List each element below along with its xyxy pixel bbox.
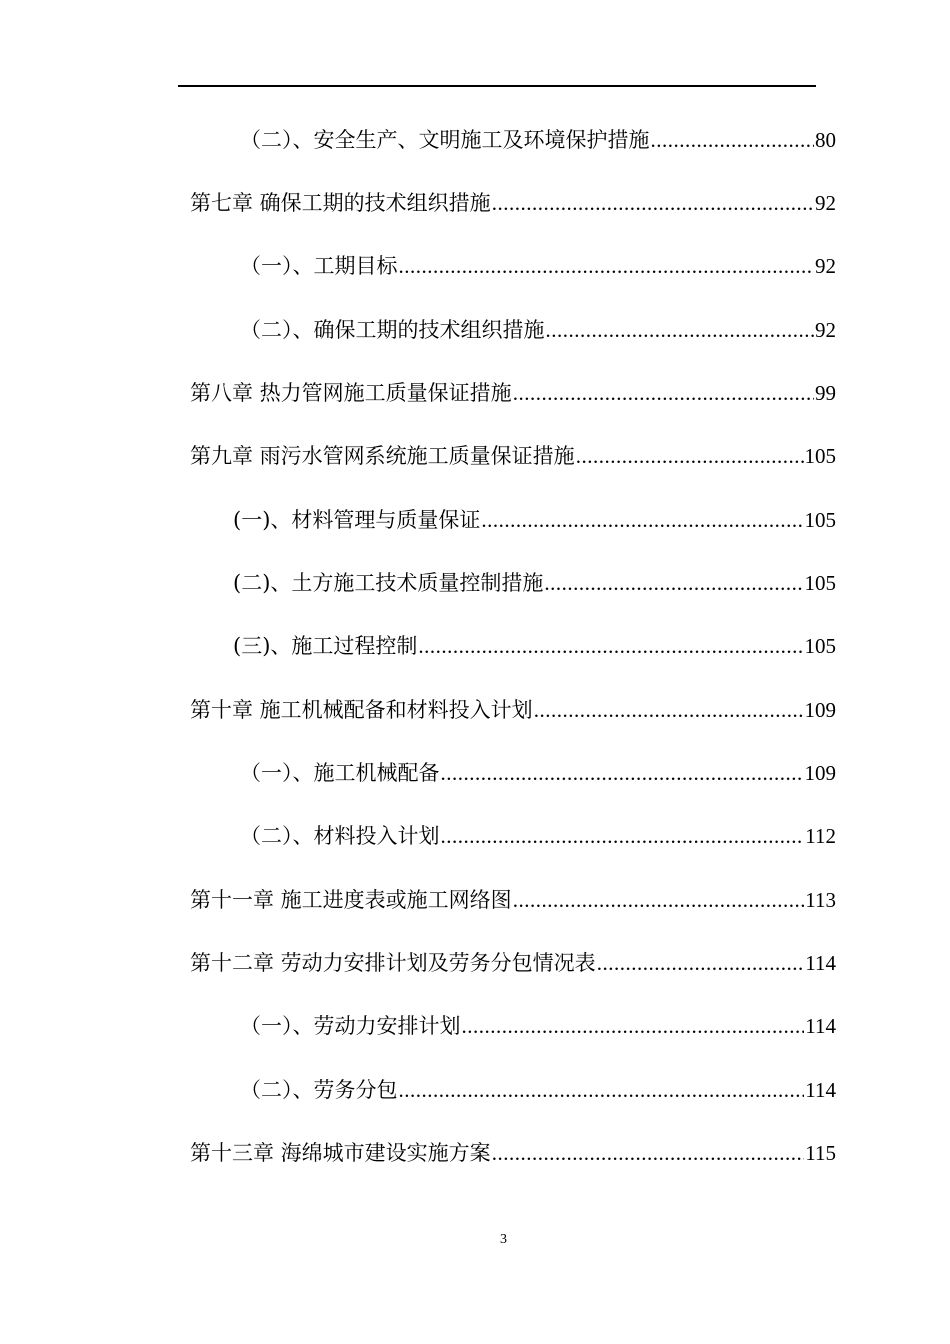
toc-entry-title: 第十二章 劳动力安排计划及劳务分包情况表	[190, 951, 596, 975]
toc-entry[interactable]	[240, 312, 836, 348]
toc-entry[interactable]	[190, 185, 836, 221]
toc-dot-leader	[441, 818, 805, 854]
toc-dot-leader	[418, 628, 803, 664]
toc-dot-leader	[544, 565, 803, 601]
toc-dot-leader	[513, 882, 805, 918]
toc-entry-page: 105	[804, 508, 836, 532]
toc-entry-page: 105	[804, 444, 836, 468]
toc-entry[interactable]	[240, 122, 836, 158]
toc-entry[interactable]	[190, 692, 836, 728]
toc-entry[interactable]	[240, 1072, 836, 1108]
toc-entry-title: 第十三章 海绵城市建设实施方案	[190, 1141, 491, 1165]
toc-entry[interactable]	[190, 882, 836, 918]
toc-entry-page: 99	[815, 381, 836, 405]
footer-page-number: 3	[500, 1232, 507, 1247]
toc-entry-title: （二）、劳务分包	[240, 1078, 398, 1102]
toc-dot-leader	[492, 185, 814, 221]
toc-entry-title: (二)、土方施工技术质量控制措施	[233, 571, 544, 595]
toc-entry-page: 114	[805, 951, 836, 975]
toc-entry-page: 105	[804, 634, 836, 658]
toc-entry-page: 109	[804, 761, 836, 785]
toc-entry-page: 114	[805, 1078, 836, 1102]
toc-dot-leader	[492, 1135, 805, 1171]
toc-entry[interactable]	[240, 248, 836, 284]
toc-entry-page: 109	[804, 698, 836, 722]
toc-dot-leader	[399, 1072, 805, 1108]
toc-entry[interactable]	[240, 818, 836, 854]
toc-entry[interactable]	[233, 628, 836, 664]
toc-entry[interactable]	[240, 1008, 836, 1044]
toc-dot-leader	[597, 945, 805, 981]
toc-entry-page: 112	[805, 824, 836, 848]
toc-entry-title: （二）、确保工期的技术组织措施	[240, 318, 545, 342]
toc-entry-page: 115	[805, 1141, 836, 1165]
toc-entry-title: 第七章 确保工期的技术组织措施	[190, 191, 491, 215]
toc-entry-title: （一）、工期目标	[240, 254, 398, 278]
toc-entry[interactable]	[190, 438, 836, 474]
toc-entry-title: (一)、材料管理与质量保证	[233, 508, 481, 532]
toc-entry[interactable]	[190, 945, 836, 981]
toc-dot-leader	[441, 755, 804, 791]
toc-dot-leader	[513, 375, 814, 411]
toc-dot-leader	[534, 692, 804, 728]
toc-entry[interactable]	[233, 565, 836, 601]
toc-dot-leader	[576, 438, 804, 474]
toc-dot-leader	[481, 502, 803, 538]
toc-entry[interactable]	[233, 502, 836, 538]
toc-dot-leader	[651, 122, 815, 158]
toc-entry[interactable]	[190, 1135, 836, 1171]
toc-entry-page: 92	[815, 191, 836, 215]
toc-entry-page: 105	[804, 571, 836, 595]
toc-entry-page: 92	[815, 254, 836, 278]
toc-entry-page: 114	[805, 1014, 836, 1038]
toc-entry[interactable]	[190, 375, 836, 411]
toc-entry-title: 第十一章 施工进度表或施工网络图	[190, 888, 512, 912]
toc-entry-title: 第八章 热力管网施工质量保证措施	[190, 381, 512, 405]
toc-entry-title: （一）、劳动力安排计划	[240, 1014, 461, 1038]
toc-entry-title: 第九章 雨污水管网系统施工质量保证措施	[190, 444, 575, 468]
toc-entry-title: 第十章 施工机械配备和材料投入计划	[190, 698, 533, 722]
toc-entry[interactable]	[240, 755, 836, 791]
header-rule	[178, 85, 816, 87]
toc-entry-title: （二）、材料投入计划	[240, 824, 440, 848]
toc-entry-title: (三)、施工过程控制	[233, 634, 418, 658]
toc-dot-leader	[462, 1008, 805, 1044]
toc-dot-leader	[546, 312, 815, 348]
toc-entry-title: （二）、安全生产、文明施工及环境保护措施	[240, 128, 650, 152]
toc-entry-title: （一）、施工机械配备	[240, 761, 440, 785]
toc-entry-page: 92	[815, 318, 836, 342]
toc-entry-page: 113	[805, 888, 836, 912]
toc-entry-page: 80	[815, 128, 836, 152]
toc-dot-leader	[399, 248, 815, 284]
